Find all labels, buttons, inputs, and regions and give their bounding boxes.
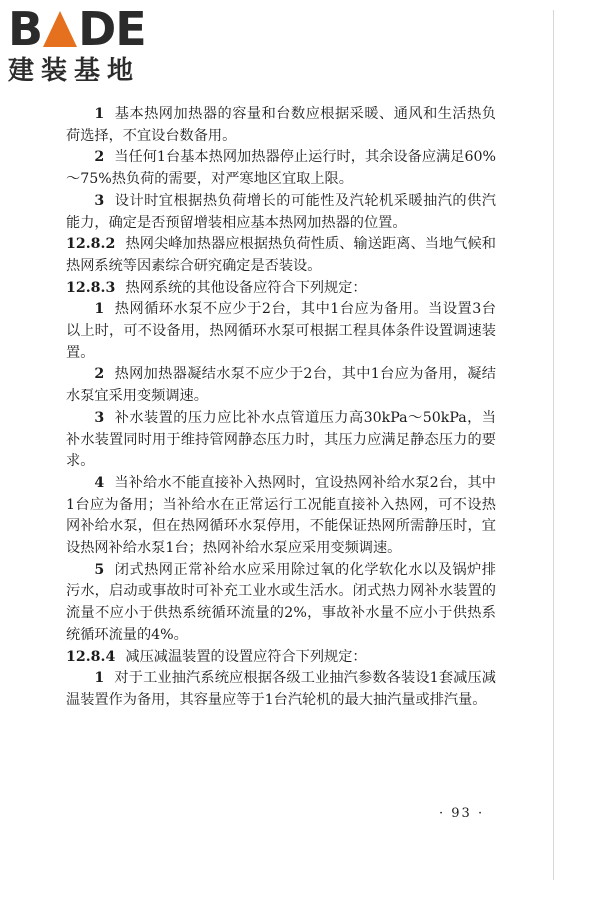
clause-item xyxy=(66,191,496,234)
item-text: 热网循环水泵不应少于2台，其中1台应为备用。当设置3台以上时，可不设备用，热网循环水泵可根据工程具体条件设置调速装置。 xyxy=(66,301,496,361)
page-number: · 93 · xyxy=(439,806,485,821)
logo-letter-b: B xyxy=(8,2,43,56)
document-body xyxy=(66,104,496,712)
clause-item xyxy=(66,299,496,364)
item-number: 1 xyxy=(94,670,105,687)
logo-wordmark xyxy=(8,2,178,56)
clause-item xyxy=(66,473,496,560)
item-text: 对于工业抽汽系统应根据各级工业抽汽参数各装设1套减压减温装置作为备用，其容量应等于1台汽轮机的最大抽汽量或排汽量。 xyxy=(66,670,496,708)
bade-logo xyxy=(8,2,178,86)
item-text: 当任何1台基本热网加热器停止运行时，其余设备应满足60%～75%热负荷的需要，对严寒地区宜取上限。 xyxy=(66,149,496,188)
item-text: 补水装置的压力应比补水点管道压力高30kPa～50kPa，当补水装置同时用于维持管网静态压力时，其压力应满足静态压力的要求。 xyxy=(66,409,496,470)
item-number: 2 xyxy=(94,149,105,166)
section-text: 热网尖峰加热器应根据热负荷性质、输送距离、当地气候和热网系统等因素综合研究确定是否装设。 xyxy=(66,236,496,274)
item-text: 闭式热网正常补给水应采用除过氧的化学软化水以及锅炉排污水，启动或事故时可补充工业水或生活水。闭式热力网补水装置的流量不应小于供热系统循环流量的2%，事故补水量不应小于供热系统循环流量的4%。 xyxy=(66,561,496,643)
item-text: 热网加热器凝结水泵不应少于2台，其中1台应为备用，凝结水泵宜采用变频调速。 xyxy=(66,366,496,405)
logo-letters-de: DE xyxy=(78,2,146,56)
logo-triangle-icon xyxy=(43,11,77,47)
clause-item xyxy=(66,147,496,190)
section-number: 12.8.4 xyxy=(66,648,116,665)
item-number: 3 xyxy=(94,409,105,426)
item-number: 3 xyxy=(94,192,105,209)
item-text: 基本热网加热器的容量和台数应根据采暖、通风和生活热负荷选择，不宜设台数备用。 xyxy=(66,106,496,144)
clause-item xyxy=(66,668,496,711)
item-number: 4 xyxy=(94,474,105,491)
page-edge-line xyxy=(553,10,554,880)
clause-item xyxy=(66,104,496,147)
item-number: 5 xyxy=(94,561,105,578)
section-text: 减压减温装置的设置应符合下列规定： xyxy=(125,648,367,665)
item-number: 2 xyxy=(94,366,105,383)
item-number: 1 xyxy=(94,106,105,122)
item-number: 1 xyxy=(94,301,105,318)
section-text: 热网系统的其他设备应符合下列规定： xyxy=(125,279,367,296)
section-clause xyxy=(66,647,496,669)
clause-item xyxy=(66,364,496,407)
logo-subtitle: 建装基地 xyxy=(8,56,141,86)
section-number: 12.8.3 xyxy=(66,279,116,296)
clause-item xyxy=(66,408,496,473)
section-clause xyxy=(66,278,496,300)
clause-item xyxy=(66,560,496,647)
section-clause xyxy=(66,234,496,277)
item-text: 设计时宜根据热负荷增长的可能性及汽轮机采暖抽汽的供汽能力，确定是否预留增装相应基本热网加热器的位置。 xyxy=(66,192,496,231)
item-text: 当补给水不能直接补入热网时，宜设热网补给水泵2台，其中1台应为备用；当补给水在正常运行工况能直接补入热网，可不设热网补给水泵，但在热网循环水泵停用，不能保证热网所需静压时，宜设热网补给水泵1台；热网补给水泵应采用变频调速。 xyxy=(66,474,496,557)
section-number: 12.8.2 xyxy=(66,236,116,253)
